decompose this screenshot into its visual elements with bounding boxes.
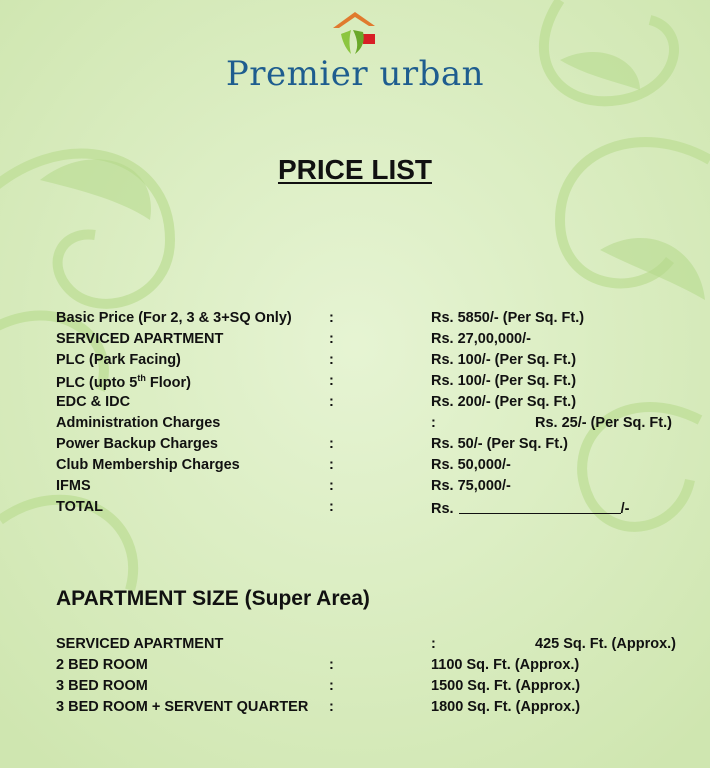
price-label: Power Backup Charges [56,436,218,452]
price-value: Rs. 27,00,000/- [431,331,531,347]
price-value: Rs. 50/- (Per Sq. Ft.) [431,436,568,452]
price-value: Rs. 25/- (Per Sq. Ft.) [535,415,672,431]
separator: : [329,457,334,473]
price-label: Club Membership Charges [56,457,240,473]
price-label: Administration Charges [56,415,221,431]
size-label: 3 BED ROOM + SERVENT QUARTER [56,699,309,715]
separator: : [329,499,334,515]
separator: : [431,636,436,652]
separator: : [329,678,334,694]
separator: : [329,394,334,410]
size-value: 425 Sq. Ft. (Approx.) [535,636,676,652]
price-label: TOTAL [56,499,103,515]
separator: : [329,310,334,326]
size-label: 3 BED ROOM [56,678,148,694]
size-value: 1100 Sq. Ft. (Approx.) [431,657,580,673]
price-label: PLC (Park Facing) [56,352,181,368]
separator: : [329,699,334,715]
price-value: Rs. 200/- (Per Sq. Ft.) [431,394,577,410]
price-label: Basic Price (For 2, 3 & 3+SQ Only) [56,310,292,326]
price-label-main: PLC (upto 5 [56,374,138,391]
price-label-sup: th [137,373,146,383]
page-title: PRICE LIST [277,154,432,185]
size-label: SERVICED APARTMENT [56,636,224,652]
total-suffix: /- [620,501,630,517]
price-value: Rs. 100/- (Per Sq. Ft.) [431,373,577,389]
separator: : [329,331,334,347]
house-logo-icon [325,8,385,56]
separator: : [329,352,334,368]
price-value: Rs. 75,000/- [431,478,511,494]
price-label: SERVICED APARTMENT [56,331,224,347]
separator: : [431,415,436,431]
price-value: Rs. 5850/- (Per Sq. Ft.) [431,310,585,326]
total-blank-line [459,499,621,514]
section-title-apartment-size: APARTMENT SIZE (Super Area) [56,587,370,610]
total-prefix: Rs. [431,501,454,517]
size-value: 1800 Sq. Ft. (Approx.) [431,699,581,715]
price-value: Rs. 50,000/- [431,457,511,473]
separator: : [329,373,334,389]
brand-logo [0,8,710,94]
size-value: 1500 Sq. Ft. (Approx.) [431,678,581,694]
price-label-end: Floor) [145,374,191,391]
size-label: 2 BED ROOM [56,657,148,673]
total-value [431,499,629,517]
price-label: IFMS [56,478,91,494]
brand-name: Premier urban [225,54,485,94]
price-label [56,373,191,391]
price-value: Rs. 100/- (Per Sq. Ft.) [431,352,577,368]
price-label: EDC & IDC [56,394,131,410]
separator: : [329,478,334,494]
separator: : [329,436,334,452]
separator: : [329,657,334,673]
